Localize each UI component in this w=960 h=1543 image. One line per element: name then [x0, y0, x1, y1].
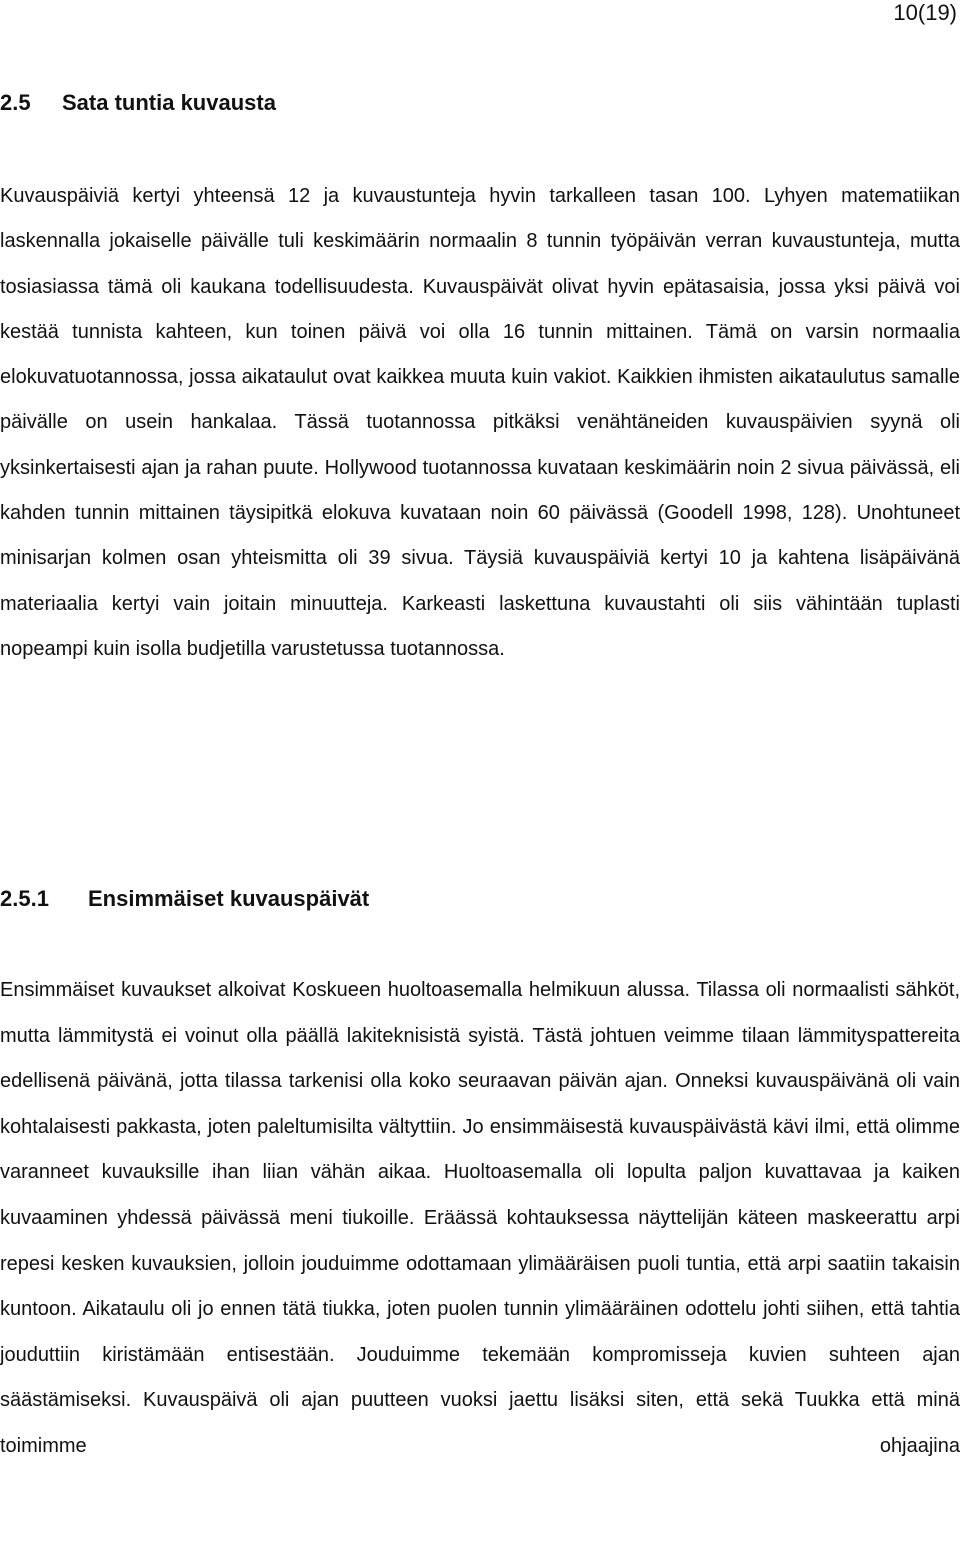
section-paragraph: Kuvauspäiviä kertyi yhteensä 12 ja kuvaustunteja hyvin tarkalleen tasan 100. Lyhyen matematiikan laskennalla jokaiselle päivälle tuli keskimäärin normaalin 8 tunnin työpäivän verran kuvaustunteja, mutta tosiasiassa tämä oli kaukana todellisuudesta. Kuvauspäivät olivat hyvin epätasaisia, jossa yksi päivä voi kestää tunnista kahteen, kun toinen päivä voi olla 16 tunnin mittainen. Tämä on varsin normaalia elokuvatuotannossa, jossa aikataulut ovat kaikkea muuta kuin vakiot. Kaikkien ihmisten aikataulutus samalle päivälle on usein hankalaa. Tässä tuotannossa pitkäksi venähtäneiden kuvauspäivien syynä oli yksinkertaisesti ajan ja rahan puute. Hollywood tuotannossa kuvataan keskimäärin noin 2 sivua päivässä, eli kahden tunnin mittainen täysipitkä elokuva kuvataan noin 60 päivässä (Goodell 1998, 128). Unohtuneet minisarjan kolmen osan yhteismitta oli 39 sivua. Täysiä kuvauspäiviä kertyi 10 ja kahtena lisäpäivänä materiaalia kertyi vain joitain minuutteja. Karkeasti laskettuna kuvaustahti oli siis vähintään tuplasti nopeampi kuin isolla budjetilla varustetussa tuotannossa.	[0, 185, 960, 660]
subsection-number: 2.5.1	[0, 886, 49, 911]
subsection-paragraph: Ensimmäiset kuvaukset alkoivat Koskueen huoltoasemalla helmikuun alussa. Tilassa oli normaalisti sähköt, mutta lämmitystä ei voinut olla päällä lakiteknisistä syistä. Tästä johtuen veimme tilaan lämmityspattereita edellisenä päivänä, jotta tilassa tarkenisi olla koko seuraavan päivän ajan. Onneksi kuvauspäivänä oli vain kohtalaisesti pakkasta, joten paleltumisilta vältyttiin. Jo ensimmäisestä kuvauspäivästä kävi ilmi, että olimme varanneet kuvauksille ihan liian vähän aikaa. Huoltoasemalla oli lopulta paljon kuvattavaa ja kaiken kuvaaminen yhdessä päivässä meni tiukoille. Eräässä kohtauksessa näyttelijän käteen maskeerattu arpi repesi kesken kuvauksien, jolloin jouduimme odottamaan ylimääräisen puoli tuntia, että arpi saatiin takaisin kuntoon. Aikataulu oli jo ennen tätä tiukka, joten puolen tunnin ylimääräinen odottelu johti siihen, että tahtia jouduttiin kiristämään entisestään. Jouduimme tekemään kompromisseja kuvien suhteen ajan säästämiseksi. Kuvauspäivä oli ajan puutteen vuoksi jaettu lisäksi siten, että sekä Tuukka että minä toimimme ohjaajina	[0, 979, 960, 1457]
subsection-title: Ensimmäiset kuvauspäivät	[88, 886, 370, 911]
page-number: 10(19)	[893, 0, 957, 25]
subsection-heading	[0, 886, 369, 912]
section-heading	[0, 90, 276, 116]
section-number: 2.5	[0, 90, 31, 115]
section-title: Sata tuntia kuvausta	[62, 90, 276, 115]
